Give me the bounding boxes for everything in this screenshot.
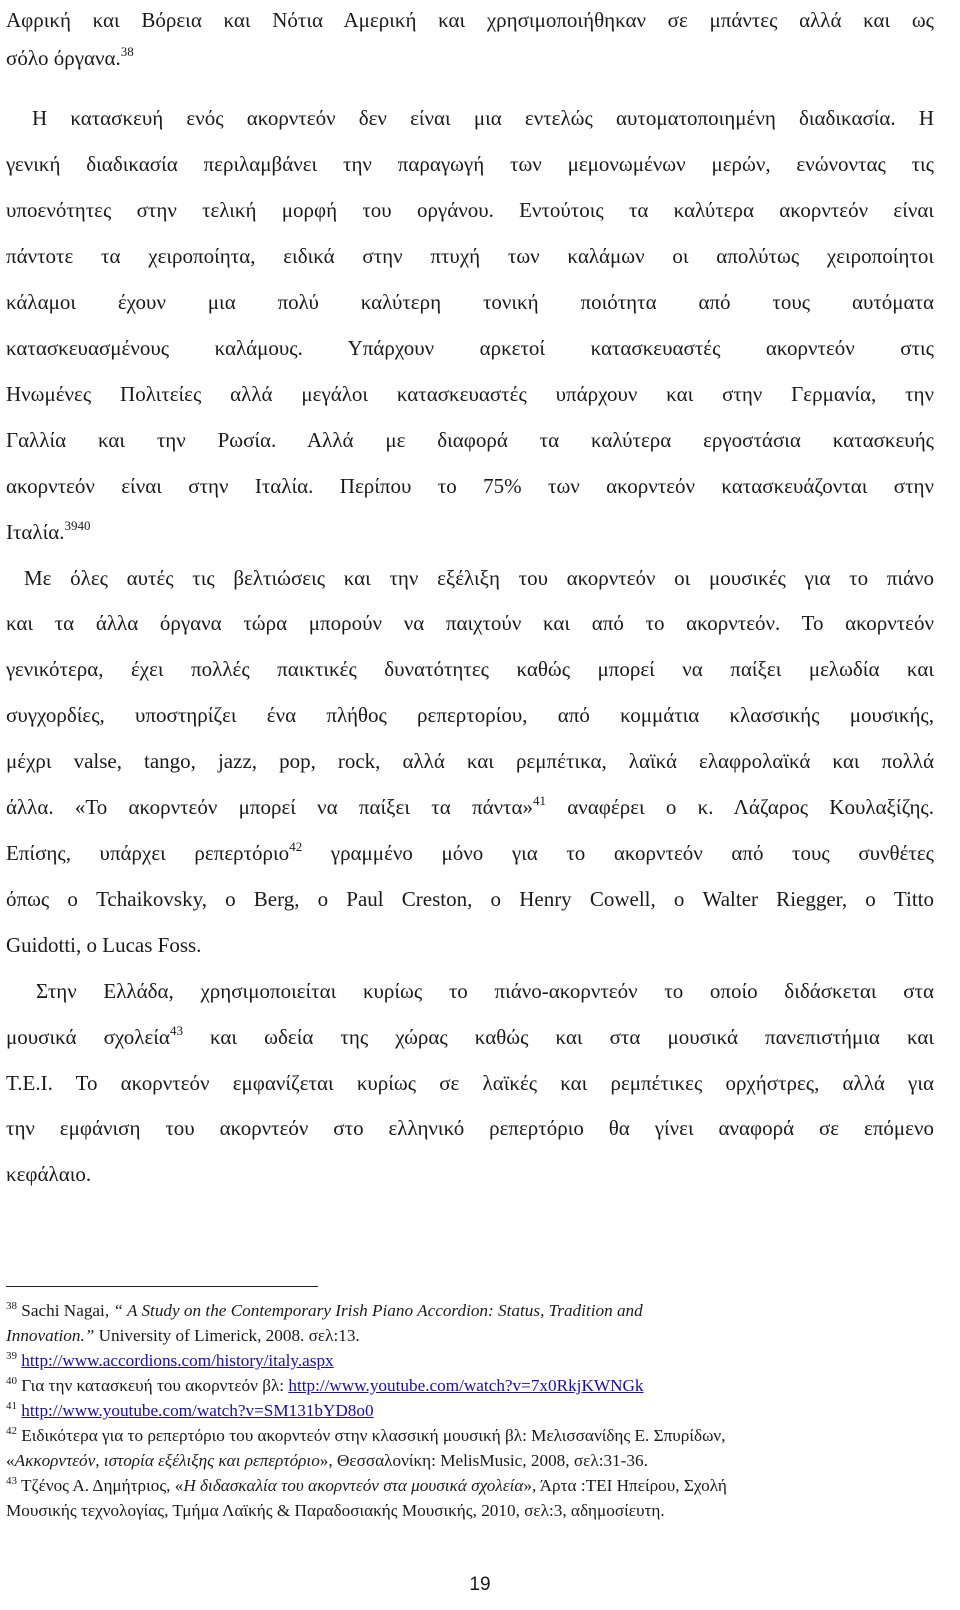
footnote-ref-42[interactable]: 42 <box>289 839 303 854</box>
body-line: συγχορδίες, υποστηρίζει ένα πλήθος ρεπερτορίου, από κομμάτια κλασσικής μουσικής, <box>6 703 934 727</box>
footnote-39-link[interactable]: http://www.accordions.com/history/italy.aspx <box>21 1351 334 1370</box>
footnote-40-link[interactable]: http://www.youtube.com/watch?v=7x0RkjKWNGk <box>288 1376 644 1395</box>
body-line: Ιταλία.$^{3940}$ <box>6 518 91 544</box>
body-line: την εμφάνιση του ακορντεόν στο ελληνικό ρεπερτόριο θα γίνει αναφορά σε επόμενο <box>6 1116 934 1140</box>
body-line: γενικότερα, έχει πολλές παικτικές δυνατότητες καθώς μπορεί να παίξει μελωδία και <box>6 657 934 681</box>
footnote-42-cont: «Ακκορντεόν, ιστορία εξέλιξης και ρεπερτόριο», Θεσσαλονίκη: MelisMusic, 2008, σελ:31-36. <box>6 1451 648 1470</box>
body-line: Γαλλία και την Ρωσία. Αλλά με διαφορά τα καλύτερα εργοστάσια κατασκευής <box>6 428 934 452</box>
body-line: κεφάλαιο. <box>6 1162 92 1186</box>
body-line: και τα άλλα όργανα τώρα μπορούν να παιχτούν και από το ακορντεόν. Το ακορντεόν <box>6 611 934 635</box>
body-line: Τ.Ε.Ι. Το ακορντεόν εμφανίζεται κυρίως σε λαϊκές και ρεμπέτικες ορχήστρες, αλλά για <box>6 1071 934 1095</box>
body-line: ακορντεόν είναι στην Ιταλία. Περίπου το 75% των ακορντεόν κατασκευάζονται στην <box>6 474 934 498</box>
footnote-separator <box>6 1286 318 1287</box>
body-line: κατασκευασμένους καλάμους. Υπάρχουν αρκετοί κατασκευαστές ακορντεόν στις <box>6 336 934 360</box>
footnote-ref-3940[interactable]: 3940 <box>64 518 91 533</box>
footnote-39: $^{39}$ http://www.accordions.com/history/italy.aspx <box>6 1350 334 1370</box>
paragraph-4-line: Στην Ελλάδα, χρησιμοποιείται κυρίως το πιάνο-ακορντεόν το οποίο διδάσκεται στα <box>36 979 934 1003</box>
body-line: Αφρική και Βόρεια και Νότια Αμερική και χρησιμοποιήθηκαν σε μπάντες αλλά και ως <box>6 8 934 32</box>
footnote-ref-43[interactable]: 43 <box>169 1023 183 1038</box>
body-line: Ηνωμένες Πολιτείες αλλά μεγάλοι κατασκευαστές υπάρχουν και στην Γερμανία, την <box>6 382 934 406</box>
footnote-ref-41[interactable]: 41 <box>533 793 547 808</box>
footnote-38: $^{38}$ Sachi Nagai, “ A Study on the Contemporary Irish Piano Accordion: Status, Tradition and <box>6 1300 643 1320</box>
footnote-42: $^{42}$ Ειδικότερα για το ρεπερτόριο του ακορντεόν στην κλασσική μουσική βλ: Μελισσανίδης Ε. Σπυρίδων, <box>6 1425 726 1445</box>
body-line: Επίσης, υπάρχει ρεπερτόριο$^{42}$ γραμμένο μόνο για το ακορντεόν από τους συνθέτες <box>6 839 934 865</box>
body-line: κάλαμοι έχουν μια πολύ καλύτερη τονική ποιότητα από τους αυτόματα <box>6 290 934 314</box>
paragraph-3-line: Με όλες αυτές τις βελτιώσεις και την εξέλιξη του ακορντεόν οι μουσικές για το πιάνο <box>24 566 934 590</box>
body-line: υποενότητες στην τελική μορφή του οργάνου. Εντούτοις τα καλύτερα ακορντεόν είναι <box>6 198 934 222</box>
body-line: πάντοτε τα χειροποίητα, ειδικά στην πτυχή των καλάμων οι απολύτως χειροποίητοι <box>6 244 934 268</box>
body-line: γενική διαδικασία περιλαμβάνει την παραγωγή των μεμονωμένων μερών, ενώνοντας τις <box>6 152 934 176</box>
footnote-40: $^{40}$ Για την κατασκευή του ακορντεόν βλ: http://www.youtube.com/watch?v=7x0RkjKWNGk <box>6 1375 644 1395</box>
body-line: σόλο όργανα.$^{38}$ <box>6 44 134 70</box>
footnote-ref-38[interactable]: 38 <box>120 44 134 59</box>
footnote-43-cont: Μουσικής τεχνολογίας, Τμήμα Λαϊκής & Παραδοσιακής Μουσικής, 2010, σελ:3, αδημοσίευτη. <box>6 1501 665 1520</box>
page-number: 19 <box>469 1574 491 1595</box>
footnote-43: $^{43}$ Τζένος Α. Δημήτριος, «Η διδασκαλία του ακορντεόν στα μουσικά σχολεία», Άρτα :ΤΕΙ Ηπείρου, Σχολή <box>6 1475 727 1495</box>
footnote-41: $^{41}$ http://www.youtube.com/watch?v=SM131bYD8o0 <box>6 1400 374 1420</box>
body-line: όπως ο Tchaikovsky, ο Berg, ο Paul Creston, ο Henry Cowell, ο Walter Riegger, ο Titto <box>6 887 934 911</box>
body-line: μέχρι valse, tango, jazz, pop, rock, αλλά και ρεμπέτικα, λαϊκά ελαφρολαϊκά και πολλά <box>6 749 934 773</box>
body-line: Guidotti, ο Lucas Foss. <box>6 933 202 957</box>
body-line: μουσικά σχολεία$^{43}$ και ωδεία της χώρας καθώς και στα μουσικά πανεπιστήμια και <box>6 1023 935 1049</box>
footnote-38-cont: Innovation.” University of Limerick, 2008. σελ:13. <box>6 1326 360 1345</box>
footnote-41-link[interactable]: http://www.youtube.com/watch?v=SM131bYD8o0 <box>21 1401 374 1420</box>
body-line: άλλα. «Το ακορντεόν μπορεί να παίξει τα πάντα»$^{41}$ αναφέρει ο κ. Λάζαρος Κουλαξίζης. <box>6 793 934 819</box>
paragraph-2-line: Η κατασκευή ενός ακορντεόν δεν είναι μια εντελώς αυτοματοποιημένη διαδικασία. Η <box>32 106 934 130</box>
